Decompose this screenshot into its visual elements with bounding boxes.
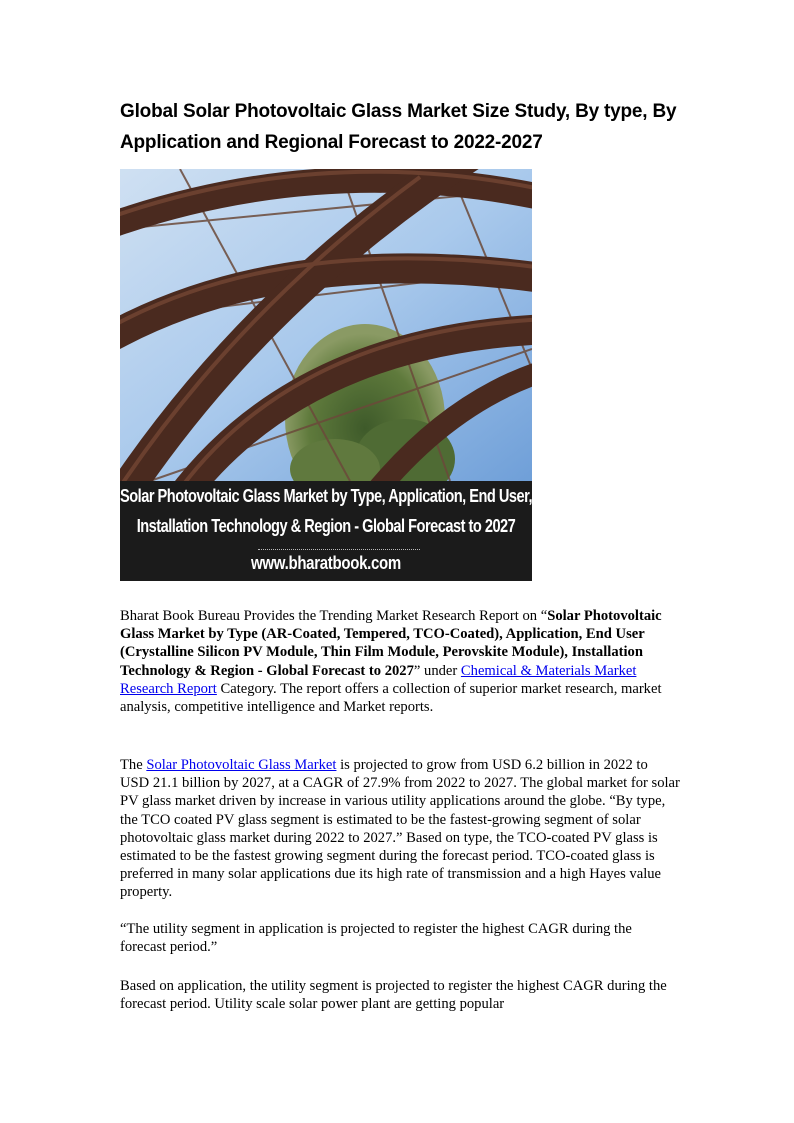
intro-text: Bharat Book Bureau Provides the Trending Market Research Report on “ <box>120 608 548 624</box>
banner-url: www.bharatbook.com <box>251 553 401 574</box>
page-title: Global Solar Photovoltaic Glass Market Size Study, By type, By Application and Regional Forecast to 2022-2027 <box>120 101 677 153</box>
hero-image <box>120 169 532 581</box>
intro-after-title: ” under <box>413 662 461 679</box>
market-paragraph <box>120 756 680 902</box>
intro-rest: Category. The report offers a collection of superior market research, market analysis, competitive intelligence and Market reports. <box>120 680 662 716</box>
report-title: Solar Photovoltaic Glass Market by Type (AR-Coated, Tempered, TCO-Coated), Application, End User (Crystalline Silicon PV Module, Thin Film Module, Perovskite Module), Installation Technology & Region - Global Forecast to 2027 <box>120 608 662 679</box>
banner-line-1: Solar Photovoltaic Glass Market by Type, Application, End User, <box>120 487 532 507</box>
utility-quote-paragraph: “The utility segment in application is projected to register the highest CAGR during the forecast period.” <box>120 921 632 956</box>
market-lead: The <box>120 757 147 773</box>
banner-line-2: Installation Technology & Region - Global Forecast to 2027 <box>136 517 516 537</box>
market-rest: is projected to grow from USD 6.2 billion in 2022 to USD 21.1 billion by 2027, at a CAGR of 27.9% from 2022 to 2027. The global market for solar PV glass market driven by increase in various utility applications around the globe. “By type, the TCO coated PV glass segment is estimated to be the fastest-growing segment of solar photovoltaic glass market during 2022 to 2027.” Based on type, the TCO-coated PV glass is estimated to be the fastest growing segment during the forecast period. TCO-coated glass is preferred in many solar applications due its high rate of transmission and a high Hayes value property. <box>120 757 680 901</box>
intro-paragraph <box>120 607 680 716</box>
application-paragraph: Based on application, the utility segment is projected to register the highest CAGR during the forecast period. Utility scale solar power plant are getting popular <box>120 978 667 1013</box>
market-link[interactable]: Solar Photovoltaic Glass Market <box>146 757 337 773</box>
category-link[interactable]: Chemical & Materials Market Research Report <box>120 662 637 697</box>
banner-divider <box>258 549 420 550</box>
